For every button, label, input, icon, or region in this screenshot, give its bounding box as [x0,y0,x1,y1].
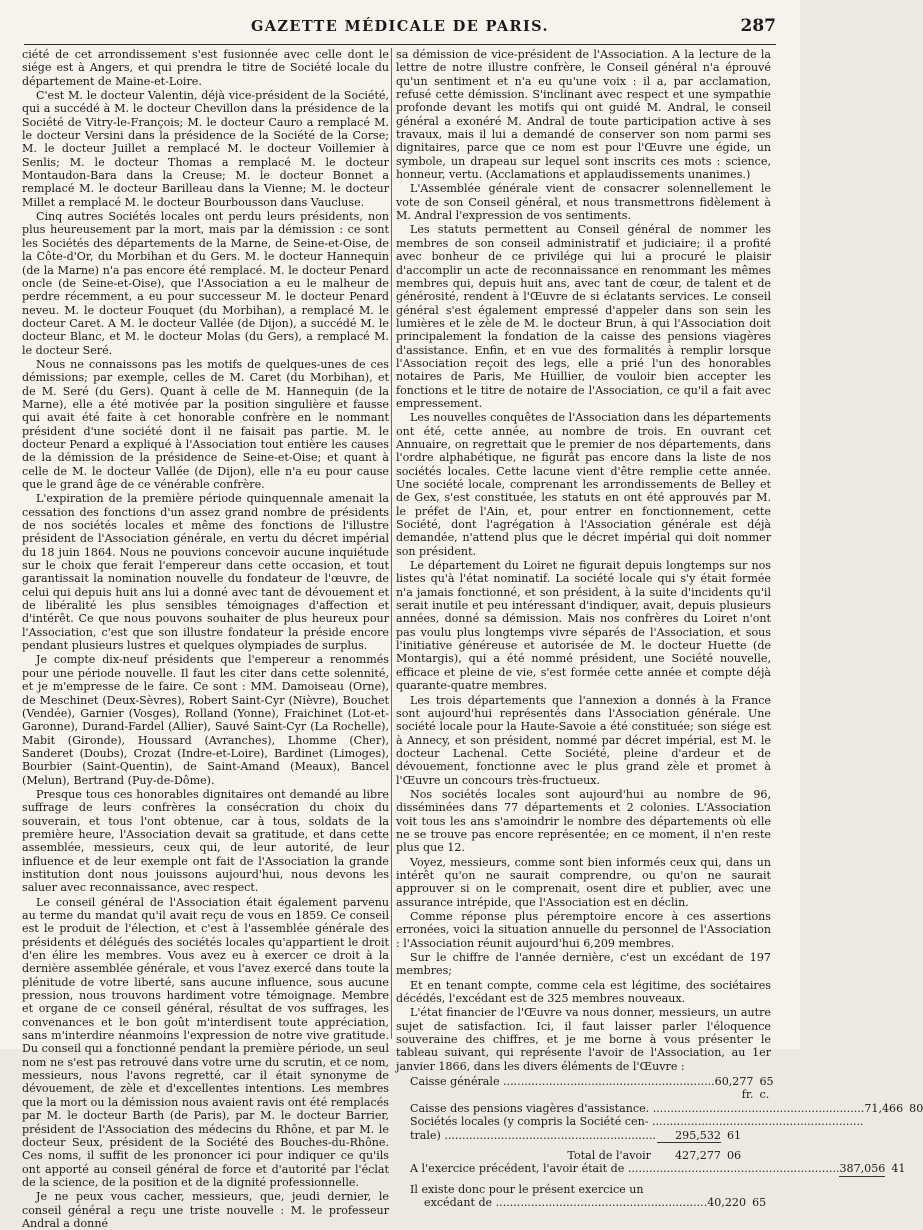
paragraph: Nous ne connaissons pas les motifs de quelques-unes de ces démissions; par exemple, celles de M. Caret (du Morbihan), et de M. Seré (du Gers). Quant à celle de M. Hannequin (de la Marne), elle a été motivée par la position singulière et fausse qui avait été faite à cet honorable confrère en le nommant président d'une société dont il ne faisait pas partie. M. le docteur Penard a expliqué à l'Association tout entière les causes de la démission de la présidence de Seine-et-Oise; et quant à celle de M. le docteur Vallée (de Dijon), elle n'a eu pour cause que le grand âge de ce vénérable confrère. [22,357,389,491]
paragraph: Je compte dix-neuf présidents que l'empereur a renommés pour une période nouvelle. Il faut les citer dans cette solennité, et je m'empresse de le faire. Ce sont : MM. Damoiseau (Orne), de Meschinet (Deux-Sèvres), Robert Saint-Cyr (Nièvre), Bouchet (Vendée), Garnier (Vosges), Rolland (Yonne), Fraichinet (Lot-et-Garonne), Durand-Fardel (Allier), Sauvé Saint-Cyr (La Rochelle), Mabit (Gironde), Houssard (Avranches), Lhomme (Cher), Sanderet (Doubs), Crozat (Indre-et-Loire), Bardinet (Limoges), Bourbier (Saint-Quentin), de Saint-Amand (Meaux), Bancel (Melun), Bertrand (Puy-de-Dôme). [22,653,389,787]
paragraph: Presque tous ces honorables dignitaires ont demandé au libre suffrage de leurs confrères la consécration du choix du souverain, et tous l'ont obtenue, car à tous, soldats de la première heure, l'Association devait sa gratitude, et dans cette assemblée, messieurs, ceux qui, de leur autorité, de leur influence et de leur exemple ont fait de l'Association la grande institution dont nous jouissons aujourd'hui, nous devons les saluer avec reconnaissance, avec respect. [22,787,389,895]
journal-title: GAZETTE MÉDICALE DE PARIS. [251,18,549,35]
row-amount: 295,532 [657,1129,721,1143]
paragraph: Voyez, messieurs, comme sont bien informés ceux qui, dans un intérêt qu'on ne saurait comprendre, ou qu'on ne saurait approuver si on le comprenait, osent dire et publier, avec une assurance intrépide, que l'Association est en déclin. [396,855,771,909]
row-cents: 80 [909,1101,923,1115]
excess-cents: 65 [752,1195,767,1209]
row-amount: 60,277 fr. [714,1075,754,1102]
total-amount: 427,277 [675,1148,721,1162]
table-row [396,1115,864,1129]
row-cents: 65 c. [759,1075,774,1102]
row-label: trale) ............................................................ [410,1128,656,1142]
previous-cents: 41 [891,1162,906,1176]
row-label: Caisse générale ............................................................ [410,1075,715,1089]
table-row [396,1075,774,1102]
table-row [396,1101,923,1115]
paragraph: C'est M. le docteur Valentin, déjà vice-président de la Société, qui a succédé à M. le docteur Chevillon dans la présidence de la Société de Vitry-le-François; M. le docteur Cauro a remplacé M. le docteur Versini dans la présidence de la Société de la Corse; M. le docteur Juillet a remplacé M. le docteur Voillemier à Senlis; M. le docteur Thomas a remplacé M. le docteur Montaudon-Bara dans la Creuse; M. le docteur Bonnet a remplacé M. le docteur Barilleau dans la Vienne; M. le docteur Millet a remplacé M. le docteur Bourbousson dans Vaucluse. [22,89,389,209]
total-cents: 06 [727,1148,742,1162]
paragraph: Je ne peux vous cacher, messieurs, que, jeudi dernier, le conseil général a reçu une triste nouvelle : M. le professeur Andral a donné [22,1190,389,1230]
paragraph: Cinq autres Sociétés locales ont perdu leurs présidents, non plus heureusement par la mort, mais par la démission : ce sont les Sociétés des départements de la Marne, de Seine-et-Oise, de la Côte-d'Or, du Morbihan et du Gers. M. le docteur Hannequin (de la Marne) n'a pas encore été remplacé. M. le docteur Penard oncle (de Seine-et-Oise), que l'Association a eu le malheur de perdre récemment, a eu pour successeur M. le docteur Penard neveu. M. le docteur Fouquet (du Morbihan), a remplacé M. le docteur Caret. A M. le docteur Vallée (de Dijon), a succédé M. le docteur Blanc, et M. le docteur Molas (du Gers), a remplacé M. le docteur Seré. [22,210,389,357]
table-row [396,1129,771,1143]
row-cents [864,1115,870,1128]
paragraph: L'expiration de la première période quinquennale amenait la cessation des fonctions d'un assez grand nombre de présidents de nos sociétés locales et même des fonctions de l'illustre président de l'Association générale, en vertu du décret impérial du 18 juin 1864. Nous ne pouvions concevoir aucune inquiétude sur le choix que ferait l'empereur dans cette occasion, et tout garantissait la nomination nouvelle du fondateur de l'œuvre, de celui qui depuis huit ans lui a donné avec tant de dévouement et de libéralité les plus sensibles témoignages d'affection et d'intérêt. Ce que nous pouvons souhaiter de plus heureux pour l'Association, c'est que son illustre fondateur la préside encore pendant plusieurs lustres et quelques olympiades de surplus. [22,492,389,653]
excess-amount: 40,220 [707,1195,747,1209]
column-divider [391,48,392,1039]
paragraph: L'Assemblée générale vient de consacrer solennellement le vote de son Conseil général, et nous transmettrons fidèlement à M. Andral l'expression de vos sentiments. [396,182,771,223]
paragraph: Le conseil général de l'Association était également parvenu au terme du mandat qu'il avait reçu de vous en 1859. Ce conseil est le produit de l'élection, et c'est à l'assemblée générale des présidents et délégués des sociétés locales qu'appartient le droit d'en élire les membres. Vous avez eu à exercer ce droit à la dernière assemblée générale, et vous l'avez exercé dans toute la plénitude de votre liberté, sans aucune influence, sous aucune pression, nous trouvons hardiment votre témoignage. Membre et organe de ce conseil général, résultat de vos suffrages, les convenances et le bon goût m'interdisent toute appréciation, sans m'interdire néanmoins l'expression de notre vive gratitude. Du conseil qui a fonctionné pendant la première période, un seul nom ne s'est pas retrouvé dans votre urne du scrutin, et ce nom, messieurs, nous l'avons regretté, car il était synonyme de dévouement, de zèle et d'excellentes intentions. Les membres que la mort ou la démission nous avaient ravis ont été remplacés par M. le docteur Barth (de Paris), par M. le docteur Barrier, président de l'Association des médecins du Rhône, et par M. le docteur Seux, président de la Société des Bouches-du-Rhône. Ces noms, il suffit de les prononcer ici pour indiquer ce qu'ils ont apporté au conseil général de force et d'autorité par l'éclat de la science, de la position et de la dignité professionnelle. [22,895,389,1189]
total-row [396,1149,771,1162]
paragraph: Les trois départements que l'annexion a donnés à la France sont aujourd'hui représentés dans l'Association générale. Une société locale pour la Haute-Savoie a été constituée; son siége est à Annecy, et son président, nommé par décret impérial, est M. le docteur Lachenal. Cette Société, pleine d'ardeur et de dévouement, fonctionne avec le plus grand zèle et promet à l'Œuvre un concours très-fructueux. [396,693,771,787]
paragraph: sa démission de vice-président de l'Association. A la lecture de la lettre de notre illustre confrère, le Conseil général n'a éprouvé qu'un sentiment et n'a eu qu'une voix : il a, par acclamation, refusé cette démission. S'inclinant avec respect et une sympathie profonde devant les motifs qui ont guidé M. Andral, le conseil général a exonéré M. Andral de toute participation active à ses travaux, mais il lui a demandé de conserver son nom parmi ses dignitaires, parce que ce nom est pour l'Œuvre une égide, un symbole, un drapeau sur lequel sont inscrits ces mots : science, honneur, vertu. (Acclamations et applaudissements unanimes.) [396,48,771,182]
row-label: Caisse des pensions viagères d'assistance. ............................................................ [410,1101,865,1115]
previous-amount: 387,056 [839,1162,886,1176]
paragraph: Nos sociétés locales sont aujourd'hui au nombre de 96, disséminées dans 77 départements et 2 colonies. L'Association voit tous les ans s'amoindrir le nombre des départements où elle ne se trouve pas encore représentée; en ce moment, il n'en reste plus que 12. [396,787,771,855]
excess-row [396,1196,771,1209]
page-header [24,10,776,45]
paragraph: Les statuts permettent au Conseil général de nommer les membres de son conseil administratif et judiciaire; il a profité avec bonheur de ce privilége qui lui a procuré le plaisir d'accomplir un acte de reconnaissance en renommant les mêmes membres qui, depuis huit ans, avec tant de cœur, de talent et de générosité, rendent à l'Œuvre de si éclatants services. Le conseil général s'est également empressé d'appeler dans son sein les lumières et le zèle de M. le docteur Brun, à qui l'Association doit principalement la fondation de la caisse des pensions viagères d'assistance. Enfin, et en vue des formalités à remplir lorsque l'Association reçoit des legs, elle a prié l'un des honorables notaires de Paris, Me Huillier, de vouloir bien accepter les fonctions et le titre de notaire de l'Association, ce qu'il a fait avec empressement. [396,223,771,410]
right-column [396,48,923,1209]
paragraph: L'état financier de l'Œuvre va nous donner, messieurs, un autre sujet de satisfaction. Ici, il faut laisser parler l'éloquence souveraine des chiffres, et je me borne à vous présenter le tableau suivant, qui représente l'avoir de l'Association, au 1er janvier 1866, dans les divers éléments de l'Œuvre : [396,1006,771,1073]
excess-row-intro [396,1183,771,1196]
paragraph: Comme réponse plus péremptoire encore à ces assertions erronées, voici la situation annuelle du personnel de l'Association : l'Association réunit aujourd'hui 6,209 membres. [396,910,771,950]
row-label: Sociétés locales (y compris la Société cen- ............................................................ [410,1115,864,1129]
paragraph: Le département du Loiret ne figurait depuis longtemps sur nos listes qu'à l'état nominatif. La société locale qui s'y était formée n'a jamais fonctionné, et son président, à la suite d'incidents qu'il serait inutile et peu intéressant d'indiquer, avait, depuis plusieurs années, donné sa démission. Mais nos confrères du Loiret n'ont pas voulu plus longtemps vivre séparés de l'Association, et sous l'initiative généreuse et autorisée de M. le docteur Huette (de Montargis), qui a été nommé président, une Société nouvelle, efficace et pleine de vie, s'est formée cette année et compte déjà quarante-quatre membres. [396,559,771,693]
row-cents: 61 [727,1128,742,1142]
row-amount: 71,466 [864,1101,904,1115]
paragraph: ciété de cet arrondissement s'est fusionnée avec celle dont le siége est à Angers, et qui prendra le titre de Société locale du département de Maine-et-Loire. [22,48,389,88]
total-label: Total de l'avoir [567,1148,651,1162]
previous-row [396,1162,906,1176]
page-number: 287 [740,16,776,36]
paragraph: Et en tenant compte, comme cela est légitime, des sociétaires décédés, l'excédant est de 325 membres nouveaux. [396,978,771,1006]
left-column [22,48,389,1230]
excess-intro: Il existe donc pour le présent exercice un [410,1182,644,1196]
previous-label: A l'exercice précédent, l'avoir était de ............................................................ [410,1162,840,1176]
financial-table [396,1075,923,1209]
excess-label: excédant de ............................................................ [424,1195,708,1209]
paragraph: Les nouvelles conquêtes de l'Association dans les départements ont été, cette année, au nombre de trois. En ouvrant cet Annuaire, on regrettait que le premier de nos départements, dans l'ordre alphabétique, ne figurât pas encore dans la liste de nos sociétés locales. Cette lacune vient d'être remplie cette année. Une société locale, comprenant les arrondissements de Belley et de Gex, s'est constituée, les statuts en ont été approuvés par M. le préfet de l'Ain, et, pour entrer en fonctionnement, cette Société, dont l'agrégation à l'Association générale est déjà demandée, n'attend plus que le décret impérial qui doit nommer son président. [396,411,771,558]
paragraph: Sur le chiffre de l'année dernière, c'est un excédant de 197 membres; [396,951,771,978]
